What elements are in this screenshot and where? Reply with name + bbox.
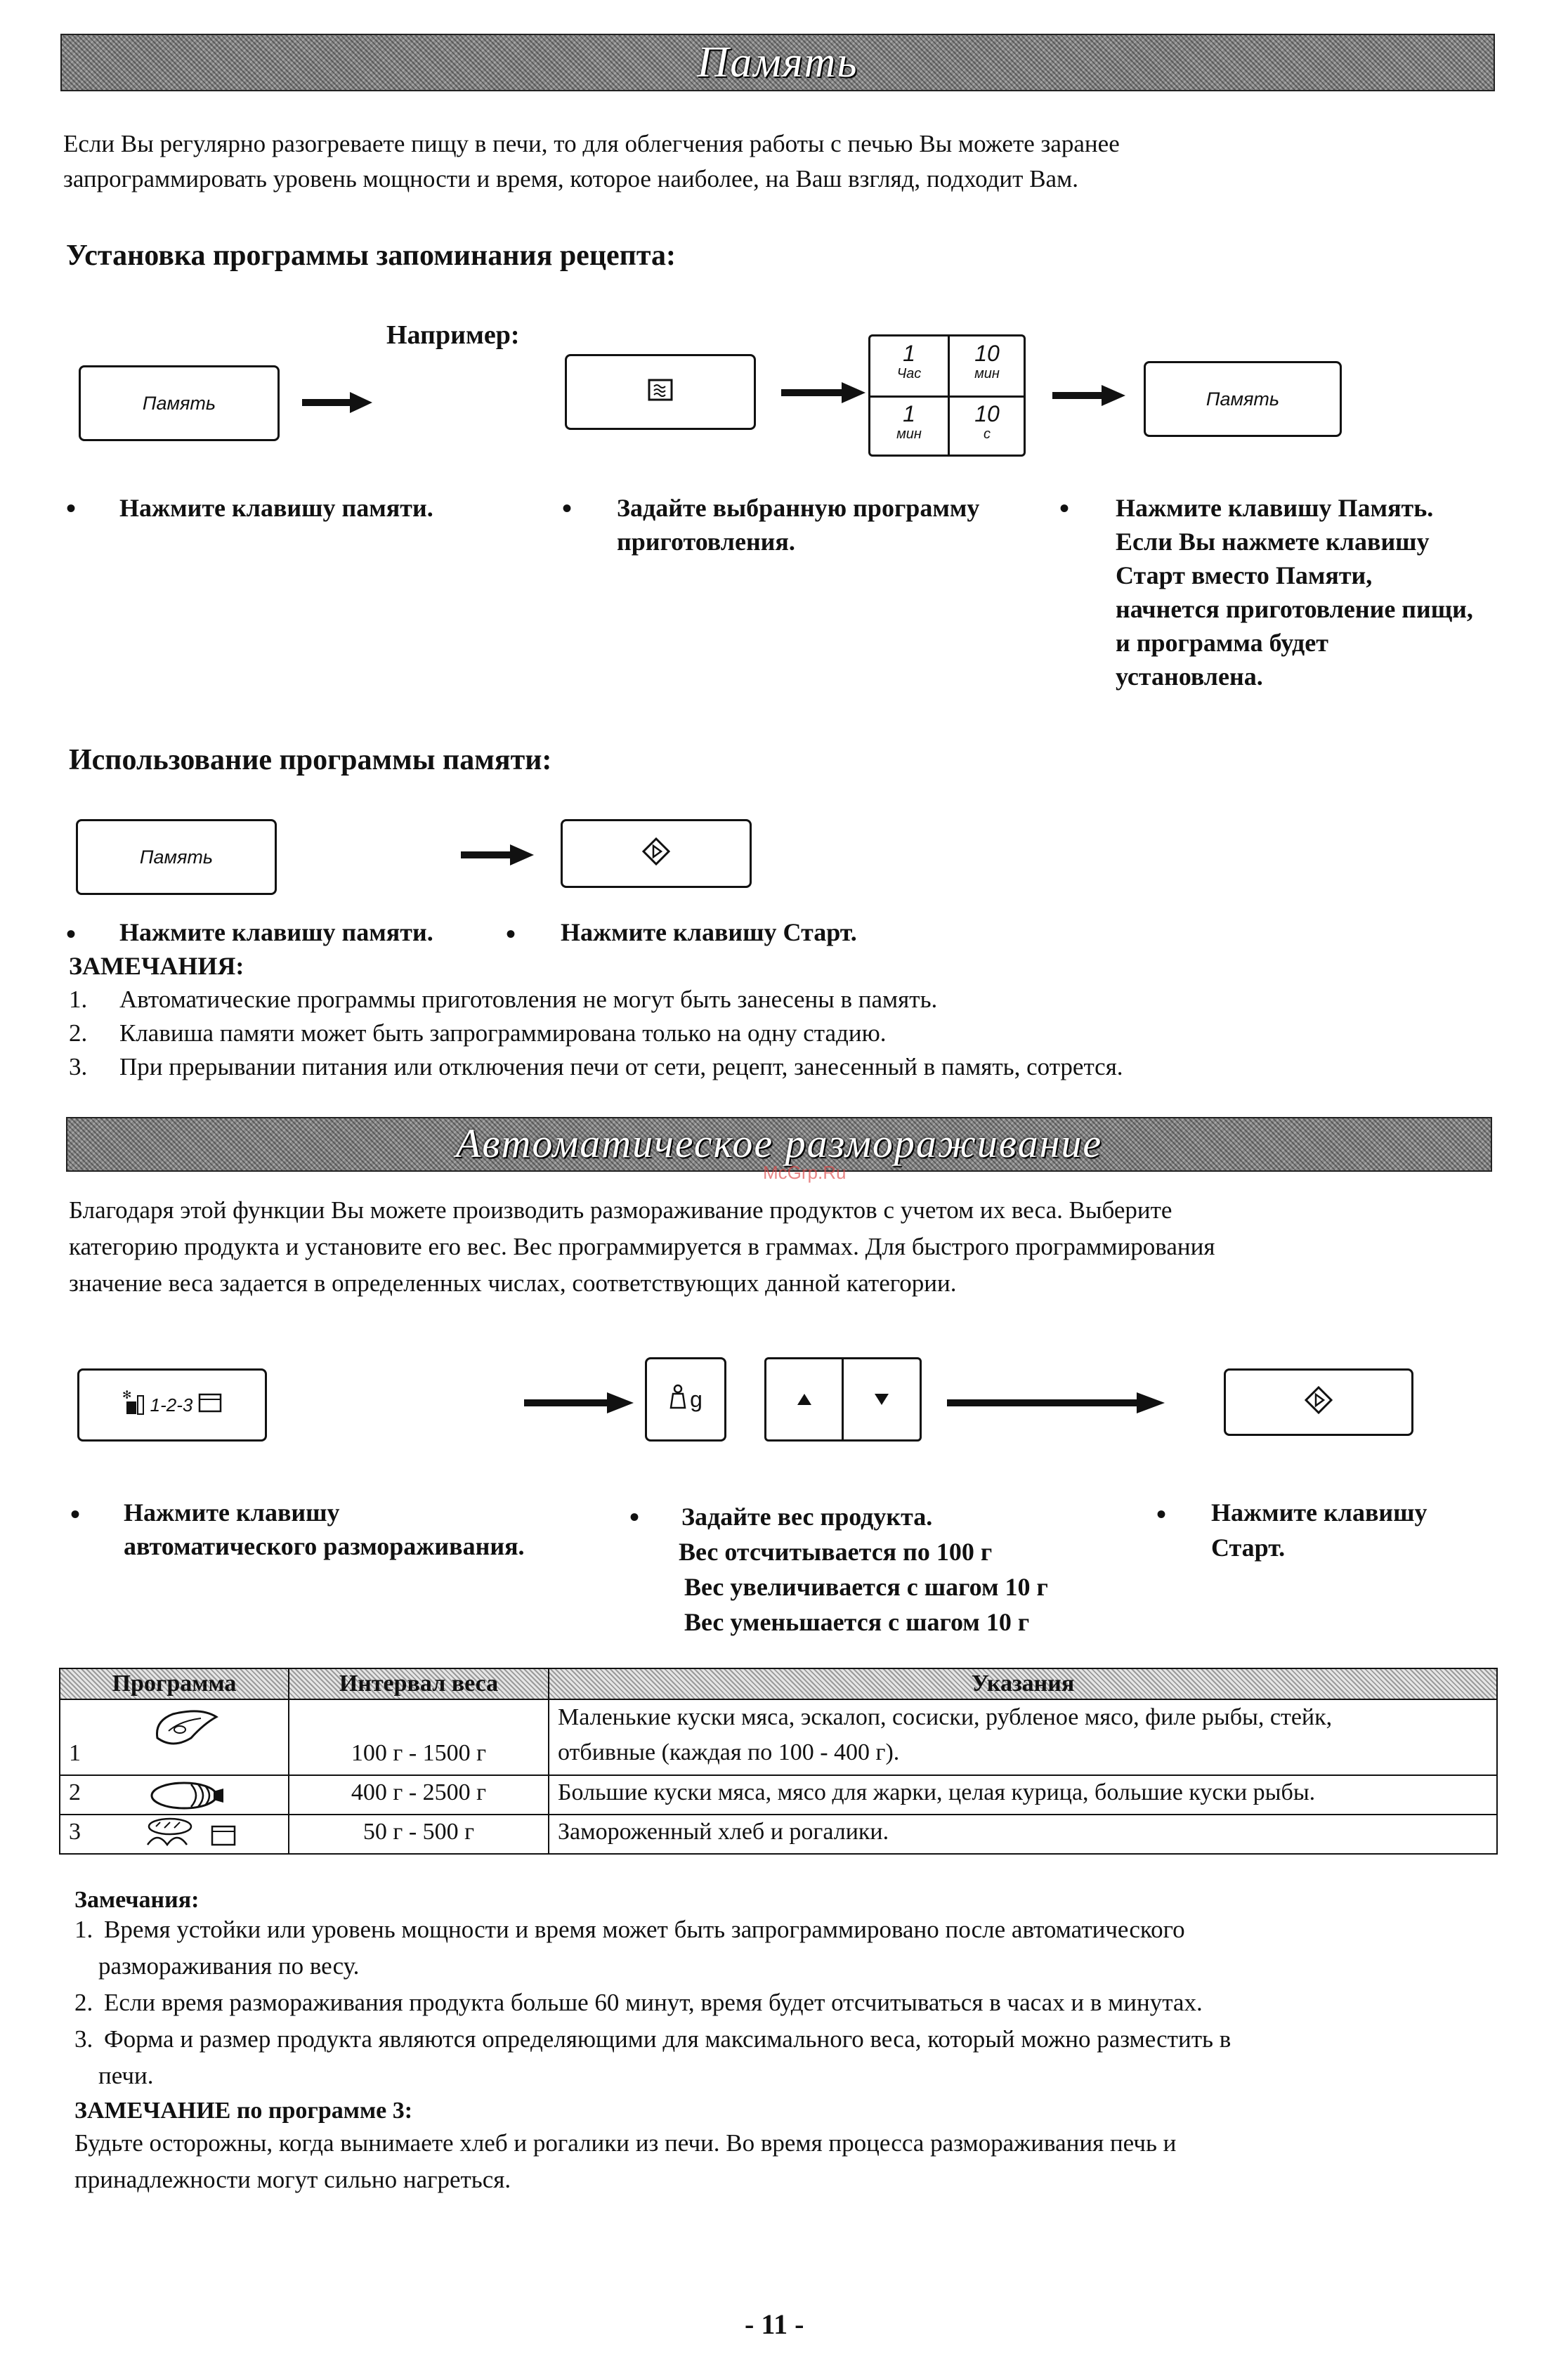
memory-note-3-num: 3.	[69, 1053, 88, 1080]
col-header-range: Интервал веса	[289, 1668, 549, 1699]
col-header-notes: Указания	[549, 1668, 1497, 1699]
memory-banner	[60, 34, 1495, 91]
note3-line-1: Будьте осторожны, когда вынимаете хлеб и рогалики из печи. Во время процесса размораживания печь и	[74, 2129, 1177, 2157]
use-heading: Использование программы памяти:	[69, 744, 552, 776]
weight-range: 100 г - 1500 г	[289, 1699, 549, 1775]
bullet: •	[562, 492, 573, 524]
defrost-title: Автоматическое размораживание	[455, 1120, 1103, 1166]
defrost-step-3-line-2: Старт.	[1211, 1534, 1286, 1562]
defrost-intro-line-1: Благодаря этой функции Вы можете производить размораживание продуктов с учетом их веса. Выберите	[69, 1196, 1172, 1224]
microwave-power-icon	[648, 379, 673, 406]
bullet: •	[70, 1498, 81, 1530]
memory-step-3-line-6: установлена.	[1116, 662, 1263, 691]
defrost-note-1-num: 1.	[74, 1916, 93, 1943]
memory-step-2-line-1: Задайте выбранную программу	[617, 494, 980, 522]
example-label: Например:	[386, 320, 520, 350]
svg-text:✻: ✻	[122, 1388, 132, 1401]
program-note-line-1: Большие куски мяса, мясо для жарки, целая курица, большие куски рыбы.	[549, 1775, 1497, 1815]
time-display-grid	[868, 334, 1026, 457]
weight-key[interactable]	[645, 1357, 726, 1442]
memory-title: Память	[697, 39, 858, 86]
arrow-right-icon	[524, 1391, 634, 1415]
arrow-right-icon	[947, 1391, 1165, 1415]
memory-step-2-line-2: приготовления.	[617, 528, 795, 556]
start-icon	[642, 837, 670, 870]
program-number: 3	[69, 1819, 81, 1845]
memory-key-label: Память	[142, 392, 216, 414]
time-cell-min: 10 мин	[974, 341, 1000, 381]
memory-step-3-line-3: Старт вместо Памяти,	[1116, 561, 1373, 589]
memory-note-2: Клавиша памяти может быть запрограммирована только на одну стадию.	[119, 1019, 887, 1047]
program-note-line-1: Замороженный хлеб и рогалики.	[549, 1815, 1497, 1854]
memory-key-confirm-label: Память	[1206, 388, 1280, 410]
defrost-note-2-num: 2.	[74, 1989, 93, 2016]
down-button[interactable]	[844, 1359, 920, 1439]
use-step-2: Нажмите клавишу Старт.	[561, 918, 857, 946]
note3-line-2: принадлежности могут сильно нагреться.	[74, 2166, 511, 2193]
defrost-note-1-line-2: размораживания по весу.	[98, 1952, 360, 1980]
defrost-note-2-line-1: Если время размораживания продукта больше 60 минут, время будет отсчитываться в часах и в минутах.	[104, 1989, 1203, 2016]
time-cell-min2: 1 мин	[896, 401, 922, 442]
arrow-right-icon	[302, 391, 372, 414]
memory-step-3-line-4: начнется приготовление пищи,	[1116, 595, 1473, 623]
weight-range: 50 г - 500 г	[289, 1815, 549, 1854]
memory-step-3-line-5: и программа будет	[1116, 629, 1328, 657]
bullet: •	[1156, 1498, 1167, 1530]
memory-key[interactable]	[79, 365, 280, 441]
bullet: •	[1059, 492, 1070, 524]
arrow-right-icon	[781, 381, 865, 405]
meat-icon	[152, 1707, 222, 1759]
use-step-1: Нажмите клавишу памяти.	[119, 918, 433, 946]
bullet: •	[66, 918, 77, 950]
defrost-step-2-line-4: Вес уменьшается с шагом 10 г	[684, 1608, 1030, 1636]
power-key[interactable]	[565, 354, 756, 430]
defrost-note-1-line-1: Время устойки или уровень мощности и время может быть запрограммировано после автоматического	[104, 1916, 1185, 1943]
program-note-line-2: отбивные (каждая по 100 - 400 г).	[558, 1739, 900, 1765]
defrost-step-3-line-1: Нажмите клавишу	[1211, 1498, 1427, 1527]
defrost-step-1-line-2: автоматического размораживания.	[124, 1532, 525, 1560]
defrost-note-3-line-1: Форма и размер продукта являются определяющими для максимального веса, который можно разместить в	[104, 2025, 1231, 2053]
time-cell-hour: 1 Час	[896, 341, 922, 381]
bread-icon	[143, 1817, 242, 1860]
memory-note-1-num: 1.	[69, 986, 88, 1013]
weight-range: 400 г - 2500 г	[289, 1775, 549, 1815]
memory-step-1: Нажмите клавишу памяти.	[119, 494, 433, 522]
defrost-step-2-line-1: Задайте вес продукта.	[681, 1503, 933, 1531]
auto-defrost-key[interactable]	[77, 1368, 267, 1442]
memory-notes-heading: ЗАМЕЧАНИЯ:	[69, 952, 244, 980]
bullet: •	[66, 492, 77, 524]
up-down-keys	[764, 1357, 922, 1442]
defrost-programs-table	[59, 1668, 1498, 1855]
bullet: •	[629, 1501, 640, 1533]
time-cell-sec: 10 с	[974, 401, 1000, 442]
oven-icon	[198, 1393, 222, 1418]
watermark: McGrp.Ru	[763, 1162, 847, 1183]
defrost-notes-heading: Замечания:	[74, 1887, 200, 1913]
start-key[interactable]	[561, 819, 752, 888]
defrost-step-1-line-1: Нажмите клавишу	[124, 1498, 340, 1527]
defrost-step-2-line-3: Вес увеличивается с шагом 10 г	[684, 1573, 1048, 1601]
weight-icon	[669, 1384, 687, 1415]
memory-key-use[interactable]	[76, 819, 277, 895]
defrost-note-3-num: 3.	[74, 2025, 93, 2053]
table-row	[60, 1775, 1497, 1815]
start-key-defrost[interactable]	[1224, 1368, 1413, 1436]
memory-step-3-line-2: Если Вы нажмете клавишу	[1116, 528, 1430, 556]
defrost-note-3-line-2: печи.	[98, 2062, 154, 2089]
auto-defrost-key-label: 1-2-3	[150, 1394, 193, 1416]
memory-note-2-num: 2.	[69, 1019, 88, 1047]
program-number: 2	[69, 1779, 81, 1805]
memory-intro-line-1: Если Вы регулярно разогреваете пищу в печи, то для облегчения работы с печью Вы можете заранее	[63, 130, 1120, 157]
triangle-down-icon	[874, 1392, 889, 1406]
memory-step-3-line-1: Нажмите клавишу Память.	[1116, 494, 1434, 522]
defrost-intro-line-3: значение веса задается в определенных числах, соответствующих данной категории.	[69, 1269, 957, 1297]
arrow-right-icon	[1052, 384, 1125, 407]
table-row	[60, 1699, 1497, 1775]
triangle-up-icon	[797, 1392, 812, 1406]
table-row	[60, 1815, 1497, 1854]
bullet: •	[506, 918, 516, 950]
note3-heading: ЗАМЕЧАНИЕ по программе 3:	[74, 2098, 413, 2124]
memory-note-3: При прерывании питания или отключения печи от сети, рецепт, занесенный в память, сотрется.	[119, 1053, 1123, 1080]
memory-key-confirm[interactable]	[1144, 361, 1342, 437]
arrow-right-icon	[461, 843, 534, 867]
memory-key-use-label: Память	[139, 846, 214, 868]
start-icon	[1305, 1386, 1333, 1419]
up-button[interactable]	[766, 1359, 844, 1439]
table-header-row	[60, 1668, 1497, 1699]
col-header-program: Программа	[60, 1668, 289, 1699]
memory-intro-line-2: запрограммировать уровень мощности и время, которое наиболее, на Ваш взгляд, подходит Вам.	[63, 165, 1078, 192]
weight-key-label: g	[690, 1386, 703, 1412]
program-number: 1	[69, 1740, 81, 1766]
defrost-step-2-line-2: Вес отсчитывается по 100 г	[679, 1538, 993, 1566]
page-number: - 11 -	[745, 2308, 804, 2340]
defrost-intro-line-2: категорию продукта и установите его вес. Вес программируется в граммах. Для быстрого программирования	[69, 1233, 1215, 1260]
setup-heading: Установка программы запоминания рецепта:	[66, 240, 676, 272]
defrost-icon	[122, 1389, 146, 1422]
memory-note-1: Автоматические программы приготовления не могут быть занесены в память.	[119, 986, 938, 1013]
program-note-line-1: Маленькие куски мяса, эскалоп, сосиски, рубленое мясо, филе рыбы, стейк,	[558, 1704, 1333, 1730]
